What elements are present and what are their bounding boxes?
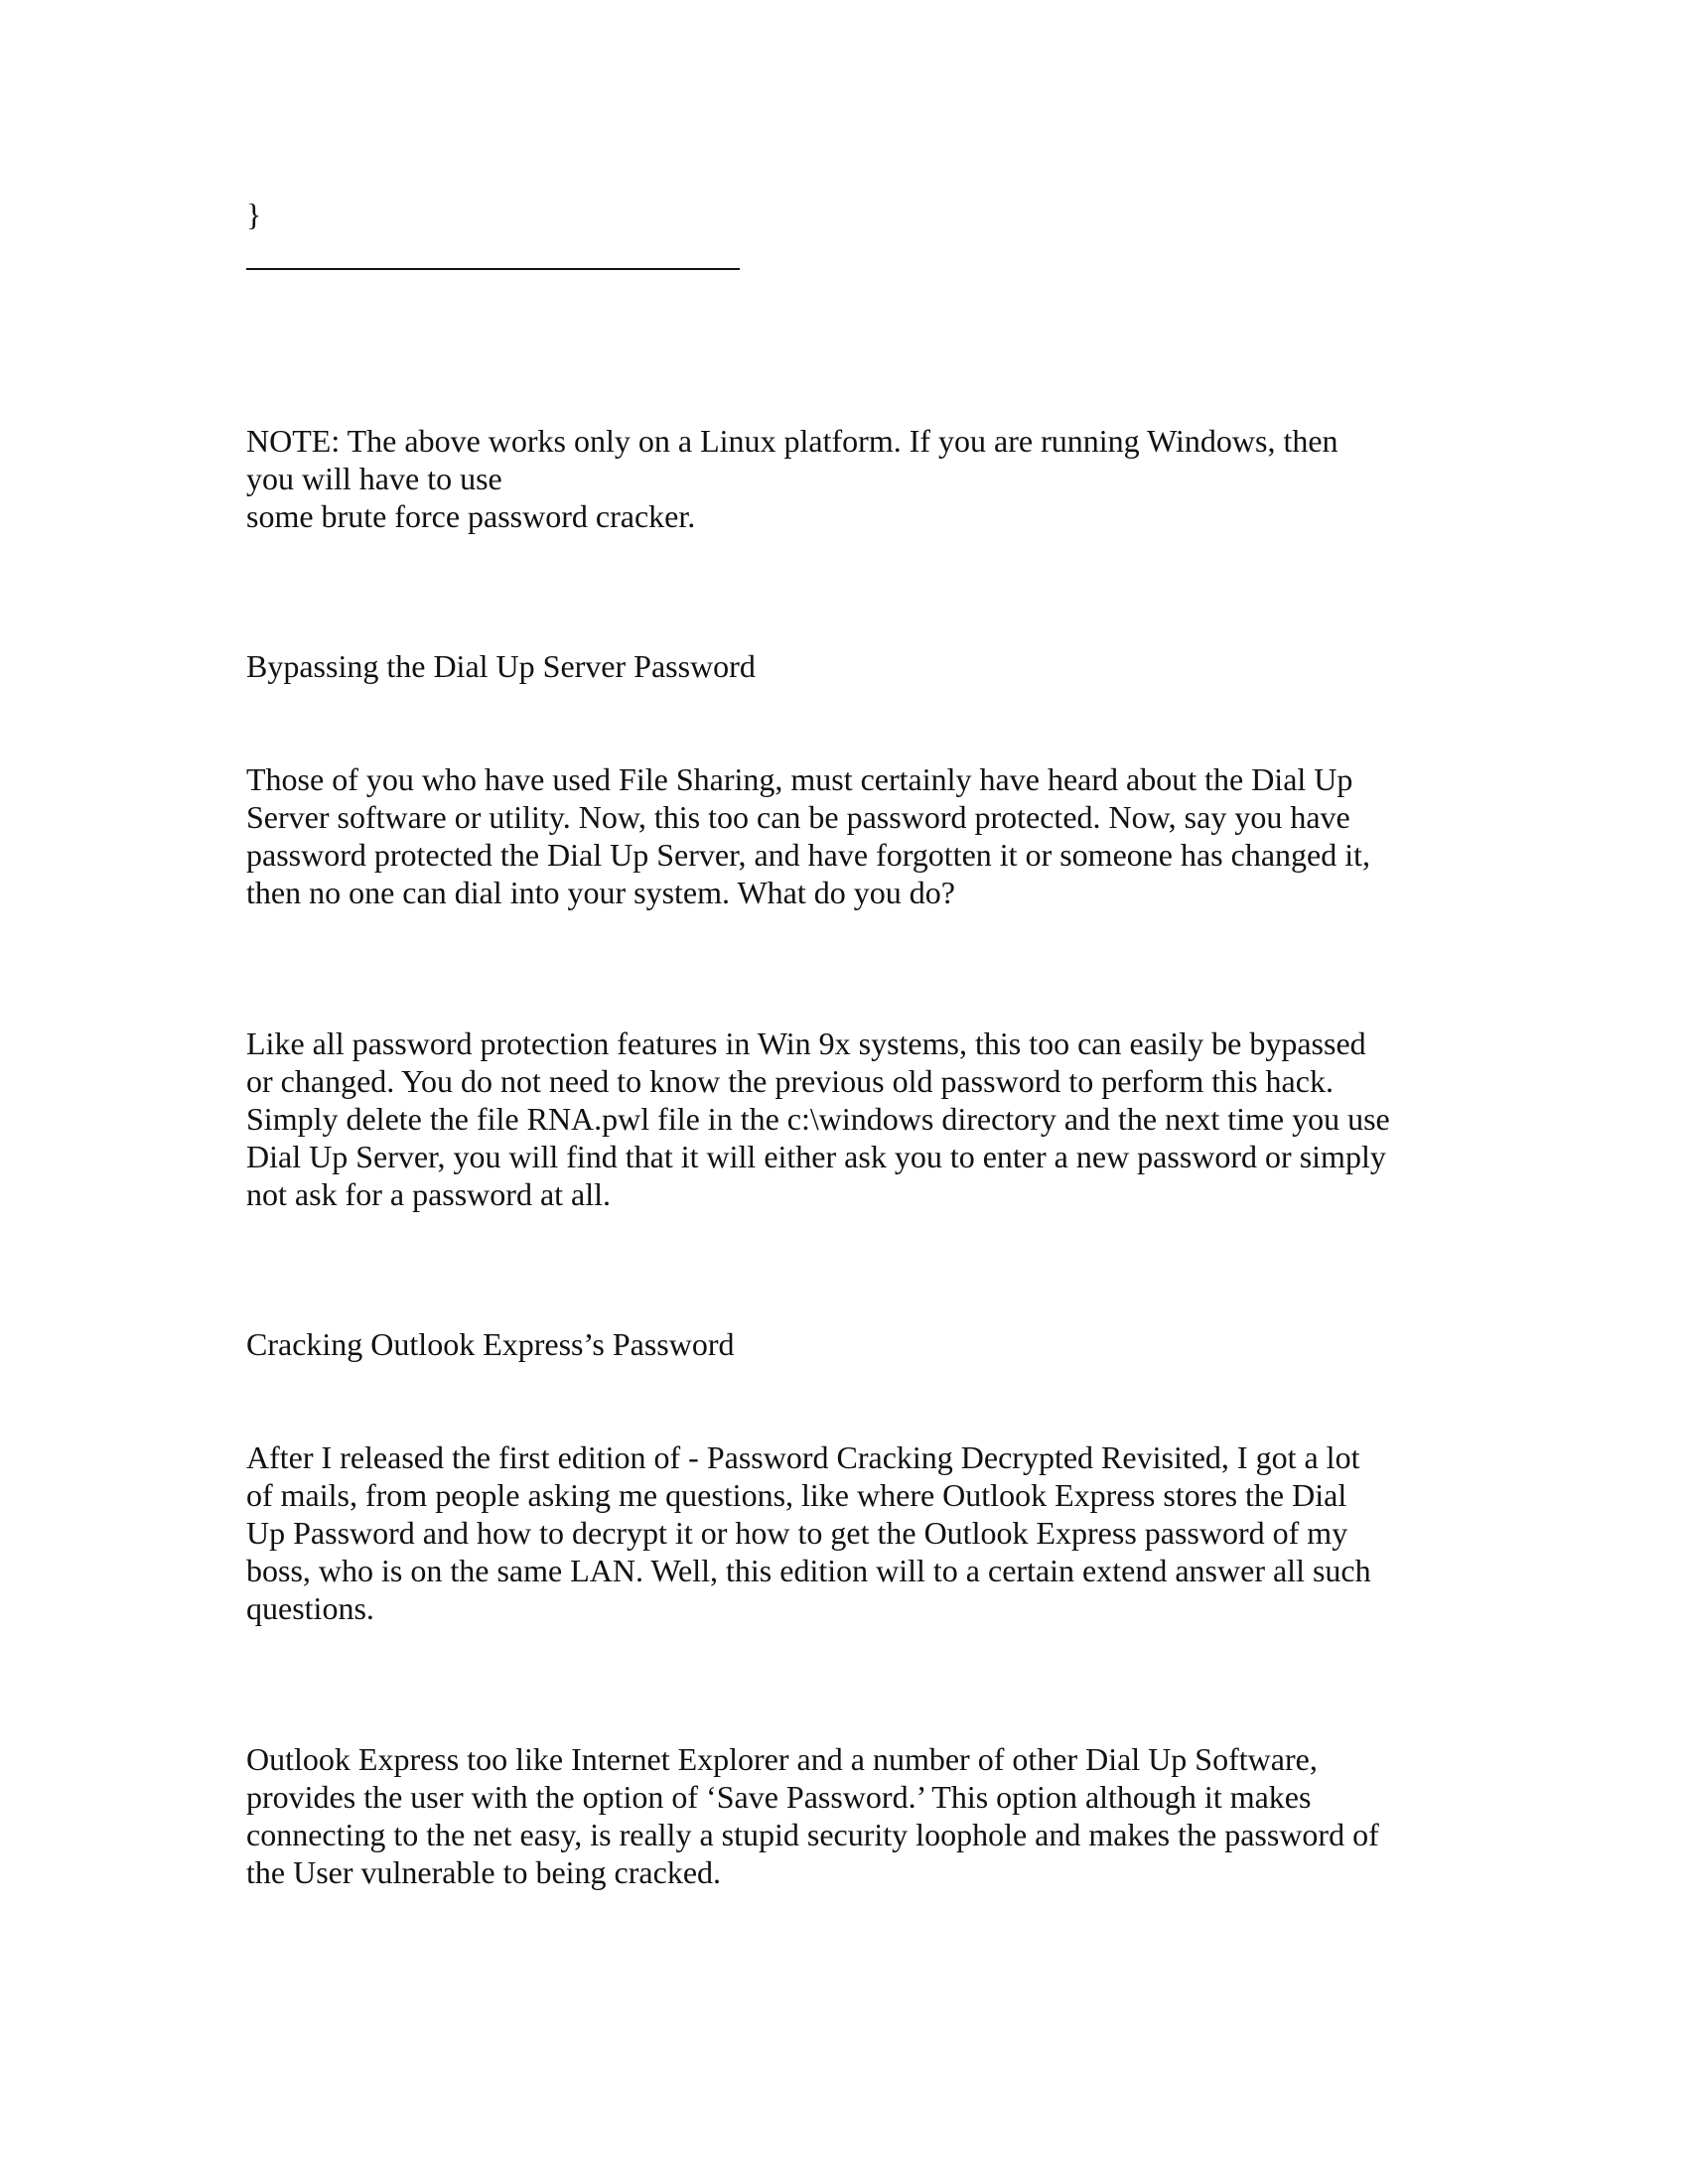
paragraph-line: of mails, from people asking me questions, like where Outlook Express stores the Dial bbox=[246, 1477, 1347, 1513]
paragraph-line: not ask for a password at all. bbox=[246, 1176, 612, 1212]
note-line: you will have to use bbox=[246, 461, 502, 496]
paragraph-line: Outlook Express too like Internet Explorer and a number of other Dial Up Software, bbox=[246, 1741, 1318, 1777]
paragraph-line: password protected the Dial Up Server, and have forgotten it or someone has changed it, bbox=[246, 837, 1371, 873]
paragraph-line: After I released the first edition of - Password Cracking Decrypted Revisited, I got a lot bbox=[246, 1439, 1360, 1475]
paragraph-line: Like all password protection features in Win 9x systems, this too can easily be bypassed bbox=[246, 1025, 1366, 1061]
section-heading-outlook: Cracking Outlook Express’s Password bbox=[246, 1326, 735, 1362]
paragraph-line: boss, who is on the same LAN. Well, this edition will to a certain extend answer all such bbox=[246, 1553, 1371, 1588]
paragraph-line: then no one can dial into your system. What do you do? bbox=[246, 875, 955, 910]
paragraph-line: Those of you who have used File Sharing, must certainly have heard about the Dial Up bbox=[246, 761, 1353, 797]
paragraph-line: the User vulnerable to being cracked. bbox=[246, 1854, 722, 1890]
note-line: NOTE: The above works only on a Linux platform. If you are running Windows, then bbox=[246, 423, 1338, 459]
note-line: some brute force password cracker. bbox=[246, 498, 696, 534]
closing-brace: } bbox=[246, 197, 262, 232]
paragraph-line: connecting to the net easy, is really a stupid security loophole and makes the password of bbox=[246, 1817, 1379, 1852]
paragraph-line: questions. bbox=[246, 1590, 374, 1626]
horizontal-rule bbox=[246, 268, 740, 270]
paragraph-line: Server software or utility. Now, this too can be password protected. Now, say you have bbox=[246, 799, 1350, 835]
paragraph-line: Up Password and how to decrypt it or how to get the Outlook Express password of my bbox=[246, 1515, 1348, 1551]
paragraph-line: or changed. You do not need to know the previous old password to perform this hack. bbox=[246, 1063, 1334, 1099]
paragraph-line: Dial Up Server, you will find that it will either ask you to enter a new password or simply bbox=[246, 1139, 1386, 1174]
paragraph-line: provides the user with the option of ‘Save Password.’ This option although it makes bbox=[246, 1779, 1312, 1815]
paragraph-line: Simply delete the file RNA.pwl file in the c:\windows directory and the next time you use bbox=[246, 1101, 1390, 1137]
section-heading-dial-up: Bypassing the Dial Up Server Password bbox=[246, 648, 756, 684]
